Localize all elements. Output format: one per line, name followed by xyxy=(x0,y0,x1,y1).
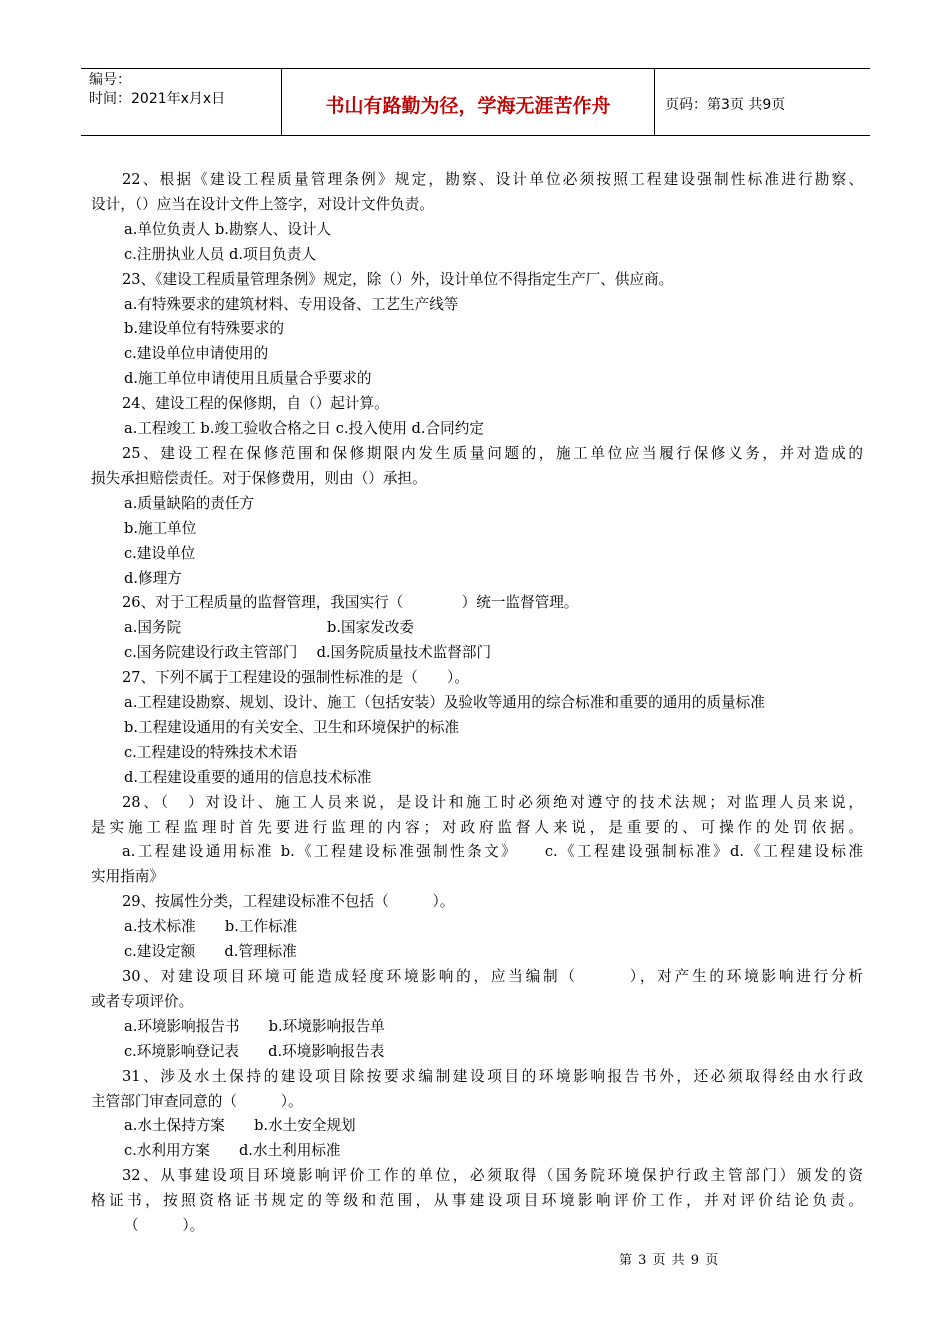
question-30-cont: 或者专项评价。 xyxy=(91,992,194,1010)
question-22-cont: 设计，（）应当在设计文件上签字，对设计文件负责。 xyxy=(91,195,434,213)
option-line: c.国务院建设行政主管部门 d.国务院质量技术监督部门 xyxy=(124,644,492,662)
header-meta xyxy=(81,69,282,135)
option-line: a.工程竣工 b.竣工验收合格之日 c.投入使用 d.合同约定 xyxy=(124,420,484,438)
option-line: d.施工单位申请使用且质量合乎要求的 xyxy=(124,370,372,388)
option-line: a.技术标准 b.工作标准 xyxy=(124,918,298,936)
option-line: a.单位负责人 b.勘察人、设计人 xyxy=(124,220,332,238)
page-footer: 第 3 页 共 9 页 xyxy=(619,1253,719,1268)
option-line: b.工程建设通用的有关安全、卫生和环境保护的标准 xyxy=(124,718,460,736)
option-line: c.环境影响登记表 d.环境影响报告表 xyxy=(124,1042,385,1060)
date-label: 时间：2021年x月x日 xyxy=(89,91,226,107)
option-line: c.水利用方案 d.水土利用标准 xyxy=(124,1142,341,1160)
option-line: c.建设单位申请使用的 xyxy=(124,345,269,363)
option-line: a.水土保持方案 b.水土安全规划 xyxy=(124,1117,356,1135)
answer-blank: （ ）。 xyxy=(124,1217,205,1235)
question-26: 26、对于工程质量的监督管理，我国实行（ ）统一监督管理。 xyxy=(122,594,579,612)
document-body xyxy=(91,168,863,1239)
question-30: 30、对建设项目环境可能造成轻度环境影响的，应当编制（ ），对产生的环境影响进行分析 xyxy=(122,968,863,985)
option-line: d.工程建设重要的通用的信息技术标准 xyxy=(124,768,372,786)
question-32: 32、从事建设项目环境影响评价工作的单位，必须取得（国务院环境保护行政主管部门）颁发的资 xyxy=(122,1167,863,1185)
page-header xyxy=(81,68,870,136)
question-25: 25、建设工程在保修范围和保修期限内发生质量问题的，施工单位应当履行保修义务，并对造成的 xyxy=(122,444,863,462)
option-line: c.建设定额 d.管理标准 xyxy=(124,943,297,961)
option-line: c.建设单位 xyxy=(124,544,196,562)
option-line-cont: 实用指南》 xyxy=(91,868,164,886)
option-line: d.修理方 xyxy=(124,569,182,587)
header-motto: 书山有路勤为径，学海无涯苦作舟 xyxy=(282,69,655,135)
option-line: a.环境影响报告书 b.环境影响报告单 xyxy=(124,1017,385,1035)
question-31-cont: 主管部门审查同意的（ ）。 xyxy=(91,1092,303,1110)
option-line: b.施工单位 xyxy=(124,519,197,537)
option-line: c.注册执业人员 d.项目负责人 xyxy=(124,245,316,263)
question-28: 28、（ ）对设计、施工人员来说，是设计和施工时必须绝对遵守的技术法规；对监理人员来说， xyxy=(122,793,863,811)
question-23: 23、《建设工程质量管理条例》规定，除（）外，设计单位不得指定生产厂、供应商。 xyxy=(122,270,674,288)
option-line: a.工程建设勘察、规划、设计、施工（包括安装）及验收等通用的综合标准和重要的通用的质量标准 xyxy=(124,694,765,712)
code-label: 编号： xyxy=(89,72,131,88)
question-29: 29、按属性分类，工程建设标准不包括（ ）。 xyxy=(122,893,455,911)
option-line: a.工程建设通用标准 b.《工程建设标准强制性条文》 c.《工程建设强制标准》d.《工程建设标准 xyxy=(122,843,863,861)
option-line: c.工程建设的特殊技术术语 xyxy=(124,743,298,761)
option-line: a.有特殊要求的建筑材料、专用设备、工艺生产线等 xyxy=(124,295,459,313)
header-page-info: 页码：第3页 共9页 xyxy=(665,97,786,113)
question-32-cont: 格证书，按照资格证书规定的等级和范围，从事建设项目环境影响评价工作，并对评价结论负责。 xyxy=(91,1192,863,1210)
question-24: 24、建设工程的保修期，自（）起计算。 xyxy=(122,395,389,413)
option-line: b.建设单位有特殊要求的 xyxy=(124,320,284,338)
question-27: 27、下列不属于工程建设的强制性标准的是（ ）。 xyxy=(122,669,469,687)
option-line: a.质量缺陷的责任方 xyxy=(124,494,255,512)
question-28-cont: 是实施工程监理时首先要进行监理的内容；对政府监督人来说，是重要的、可操作的处罚依据。 xyxy=(91,818,863,836)
question-31: 31、涉及水土保持的建设项目除按要求编制建设项目的环境影响报告书外，还必须取得经由水行政 xyxy=(122,1067,863,1085)
question-25-cont: 损失承担赔偿责任。对于保修费用，则由（）承担。 xyxy=(91,469,427,487)
option-line: a.国务院 b.国家发改委 xyxy=(124,619,415,637)
question-22: 22、根据《建设工程质量管理条例》规定，勘察、设计单位必须按照工程建设强制性标准进行勘察、 xyxy=(122,171,863,188)
